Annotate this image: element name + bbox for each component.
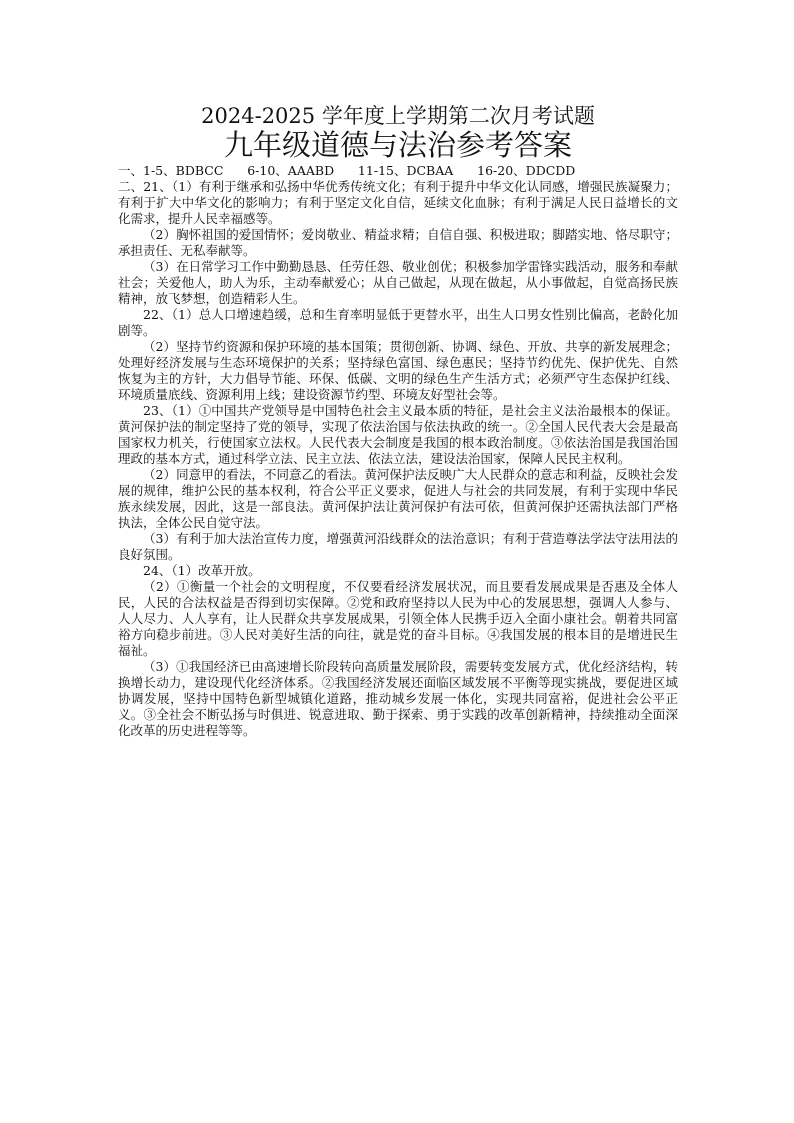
multiple-choice-answers: 一、1-5、BDBCC 6-10、AAABD 11-15、DCBAA 16-20、DDCDD	[118, 163, 576, 178]
answer-key-title: 九年级道德与法治参考答案	[223, 128, 572, 162]
q21-part2: （2）胸怀祖国的爱国情怀；爱岗敬业、精益求精；自信自强、积极进取；脚踏实地、恪尽职守；承担责任、无私奉献等。	[118, 227, 678, 258]
q21-part3: （3）在日常学习工作中勤勤恳恳、任劳任怨、敬业创优；积极参加学雷锋实践活动，服务和奉献社会；关爱他人，助人为乐，主动奉献爱心；从自己做起，从现在做起，从小事做起，自觉高扬民族精神，放飞梦想，创造精彩人生。	[118, 259, 678, 306]
q21-part1: 二、21、（1）有利于继承和弘扬中华优秀传统文化；有利于提升中华文化认同感，增强民族凝聚力；有利于扩大中华文化的影响力；有利于坚定文化自信，延续文化血脉；有利于满足人民日益增长的文化需求，提升人民幸福感等。	[118, 179, 678, 226]
q23-part3: （3）有利于加大法治宣传力度，增强黄河沿线群众的法治意识；有利于营造尊法学法守法用法的良好氛围。	[118, 531, 678, 562]
q22-part2: （2）坚持节约资源和保护环境的基本国策；贯彻创新、协调、绿色、开放、共享的新发展理念；处理好经济发展与生态环境保护的关系；坚持绿色富国、绿色惠民；坚持节约优先、保护优先、自然恢复为主的方针，大力倡导节能、环保、低碳、文明的绿色生产生活方式；必须严守生态保护红线、环境质量底线、资源利用上线；建设资源节约型、环境友好型社会等。	[118, 339, 678, 402]
q24-part1: 24、（1）改革开放。	[143, 563, 261, 578]
q23-part1: 23、（1）①中国共产党领导是中国特色社会主义最本质的特征，是社会主义法治最根本的保证。黄河保护法的制定坚持了党的领导，实现了依法治国与依法执政的统一。②全国人民代表大会是最高国家权力机关，行使国家立法权。人民代表大会制度是我国的根本政治制度。③依法治国是我国治国理政的基本方式，通过科学立法、民主立法、依法立法，建设法治国家，保障人民民主权利。	[118, 403, 678, 466]
q24-part3: （3）①我国经济已由高速增长阶段转向高质量发展阶段，需要转变发展方式，优化经济结构，转换增长动力，建设现代化经济体系。②我国经济发展还面临区域发展不平衡等现实挑战，要促进区域协调发展，坚持中国特色新型城镇化道路，推动城乡发展一体化，实现共同富裕，促进社会公平正义。③全社会不断弘扬与时俱进、锐意进取、勤于探索、勇于实践的改革创新精神，持续推动全面深化改革的历史进程等等。	[118, 659, 678, 738]
q22-part1: 22、（1）总人口增速趋缓，总和生育率明显低于更替水平，出生人口男女性别比偏高，老龄化加剧等。	[118, 307, 678, 338]
q24-part2: （2）①衡量一个社会的文明程度，不仅要看经济发展状况，而且要看发展成果是否惠及全体人民，人民的合法权益是否得到切实保障。②党和政府坚持以人民为中心的发展思想，强调人人参与、人人尽力、人人享有，让人民群众共享发展成果，引领全体人民携手迈入全面小康社会。朝着共同富裕方向稳步前进。③人民对美好生活的向往，就是党的奋斗目标。④我国发展的根本目的是增进民生福祉。	[118, 579, 678, 658]
exam-title: 2024-2025 学年度上学期第二次月考试题	[201, 104, 595, 128]
q23-part2: （2）同意甲的看法，不同意乙的看法。黄河保护法反映广大人民群众的意志和利益，反映社会发展的规律，维护公民的基本权利，符合公平正义要求，促进人与社会的共同发展，有利于实现中华民族永续发展，因此，这是一部良法。黄河保护法让黄河保护有法可依，但黄河保护还需执法部门严格执法，全体公民自觉守法。	[118, 467, 678, 530]
answer-document	[118, 103, 678, 739]
